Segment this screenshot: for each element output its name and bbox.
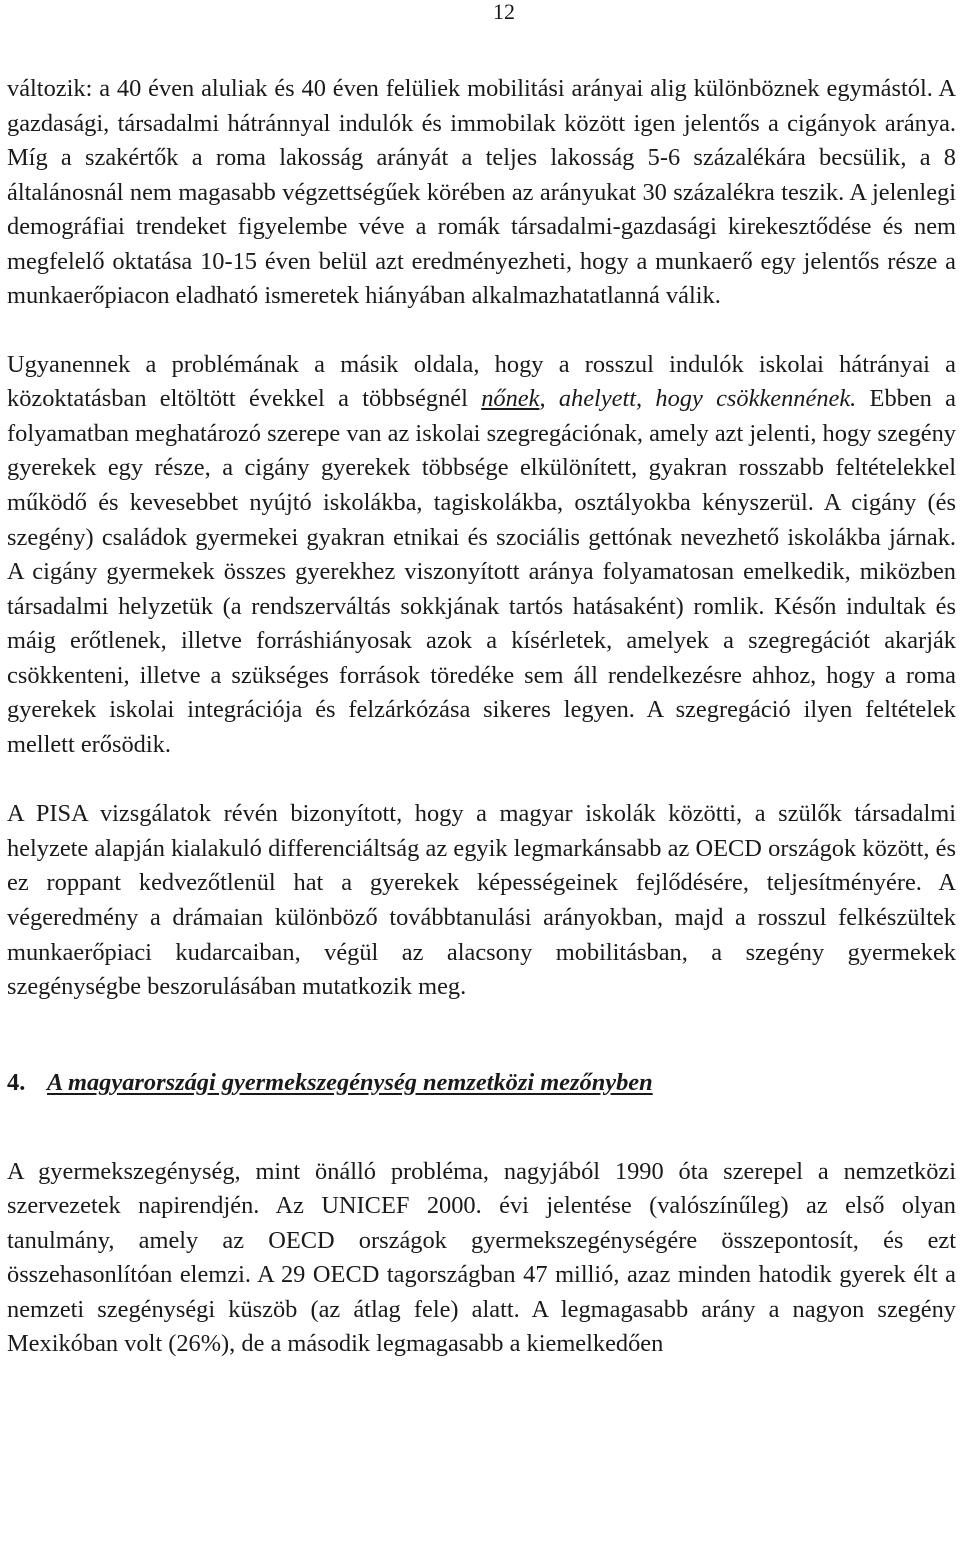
emphasis-rest: , ahelyett, hogy csökkennének. <box>539 385 857 413</box>
section-title: A magyarországi gyermekszegénység nemzetközi mezőnyben <box>47 1068 653 1096</box>
paragraph-mobility: változik: a 40 éven aluliak és 40 éven felüliek mobilitási arányai alig különböznek egymástól. A gazdasági, társadalmi hátránnyal indulók és immobilak között igen jelentős a cigányok aránya. Míg a szakértők a roma lakosság arányát a teljes lakosság 5-6 százalékára becsülik, a 8 általánosnál nem magasabb végzettségűek körében az arányukat 30 százalékra teszik. A jelenlegi demográfiai trendeket figyelembe véve a romák társadalmi-gazdasági kirekesztődése és nem megfelelő oktatása 10-15 éven belül azt eredményezheti, hogy a munkaerő egy jelentős része a munkaerőpiacon eladható ismeretek hiányában alkalmazhatatlanná válik. <box>7 75 956 310</box>
paragraph-text-continued: Ebben a folyamatban meghatározó szerepe van az iskolai szegregációnak, amely azt jelenti, hogy szegény gyerekek egy része, a cigány gyerekek többsége elkülönített, gyakran rosszabb feltételekkel működő és kevesebbet nyújtó iskolákba, tagiskolákba, osztályokba kényszerül. A cigány (és szegény) családok gyermekei gyakran etnikai és szociális gettónak nevezhető iskolákba járnak. A cigány gyermekek összes gyerekhez viszonyított aránya folyamatosan emelkedik, miközben társadalmi helyzetük (a rendszerváltás sokkjának tartós hatásaként) romlik. Későn indultak és máig erőtlenek, illetve forráshiányosak azok a kísérletek, amelyek a szegregációt akarják csökkenteni, illetve a szükséges források töredéke sem áll rendelkezésre ahhoz, hogy a roma gyerekek iskolai integrációja és felzárkózása sikeres legyen. A szegregáció ilyen feltételek mellett erősödik. <box>7 385 956 758</box>
paragraph-pisa: A PISA vizsgálatok révén bizonyított, hogy a magyar iskolák közötti, a szülők társadalmi helyzete alapján kialakuló differenciáltság az egyik legmarkánsabb az OECD országok között, és ez roppant kedvezőtlenül hat a gyerekek képességeinek fejlődésére, teljesítményére. A végeredmény a drámaian különböző továbbtanulási arányokban, majd a rosszul felkészültek munkaerőpiaci kudarcaiban, végül az alacsony mobilitásban, a szegény gyermekek szegénységbe beszorulásában mutatkozik meg. <box>7 800 956 1001</box>
paragraph-text: Ugyanennek a problémának a másik oldala, hogy a rosszul indulók iskolai hátrányai a közoktatásban eltöltött évekkel a többségnél <box>7 350 956 413</box>
page-number: 12 <box>493 0 515 24</box>
section-heading <box>7 1066 956 1100</box>
section-number: 4. <box>7 1068 26 1096</box>
emphasis-underlined: nőnek <box>481 385 540 413</box>
emphasis-text <box>481 385 856 412</box>
document-body <box>7 72 956 1362</box>
paragraph-child-poverty: A gyermekszegénység, mint önálló probléma, nagyjából 1990 óta szerepel a nemzetközi szervezetek napirendjén. Az UNICEF 2000. évi jelentése (valószínűleg) az első olyan tanulmány, amely az OECD országok gyermekszegénységére összepontosít, és ezt összehasonlítóan elemzi. A 29 OECD tagországban 47 millió, azaz minden hatodik gyerek élt a nemzeti szegénységi küszöb (az átlag fele) alatt. A legmagasabb arány a nagyon szegény Mexikóban volt (26%), de a második legmagasabb a kiemelkedően <box>7 1157 956 1358</box>
paragraph-school-disadvantage <box>7 348 956 763</box>
